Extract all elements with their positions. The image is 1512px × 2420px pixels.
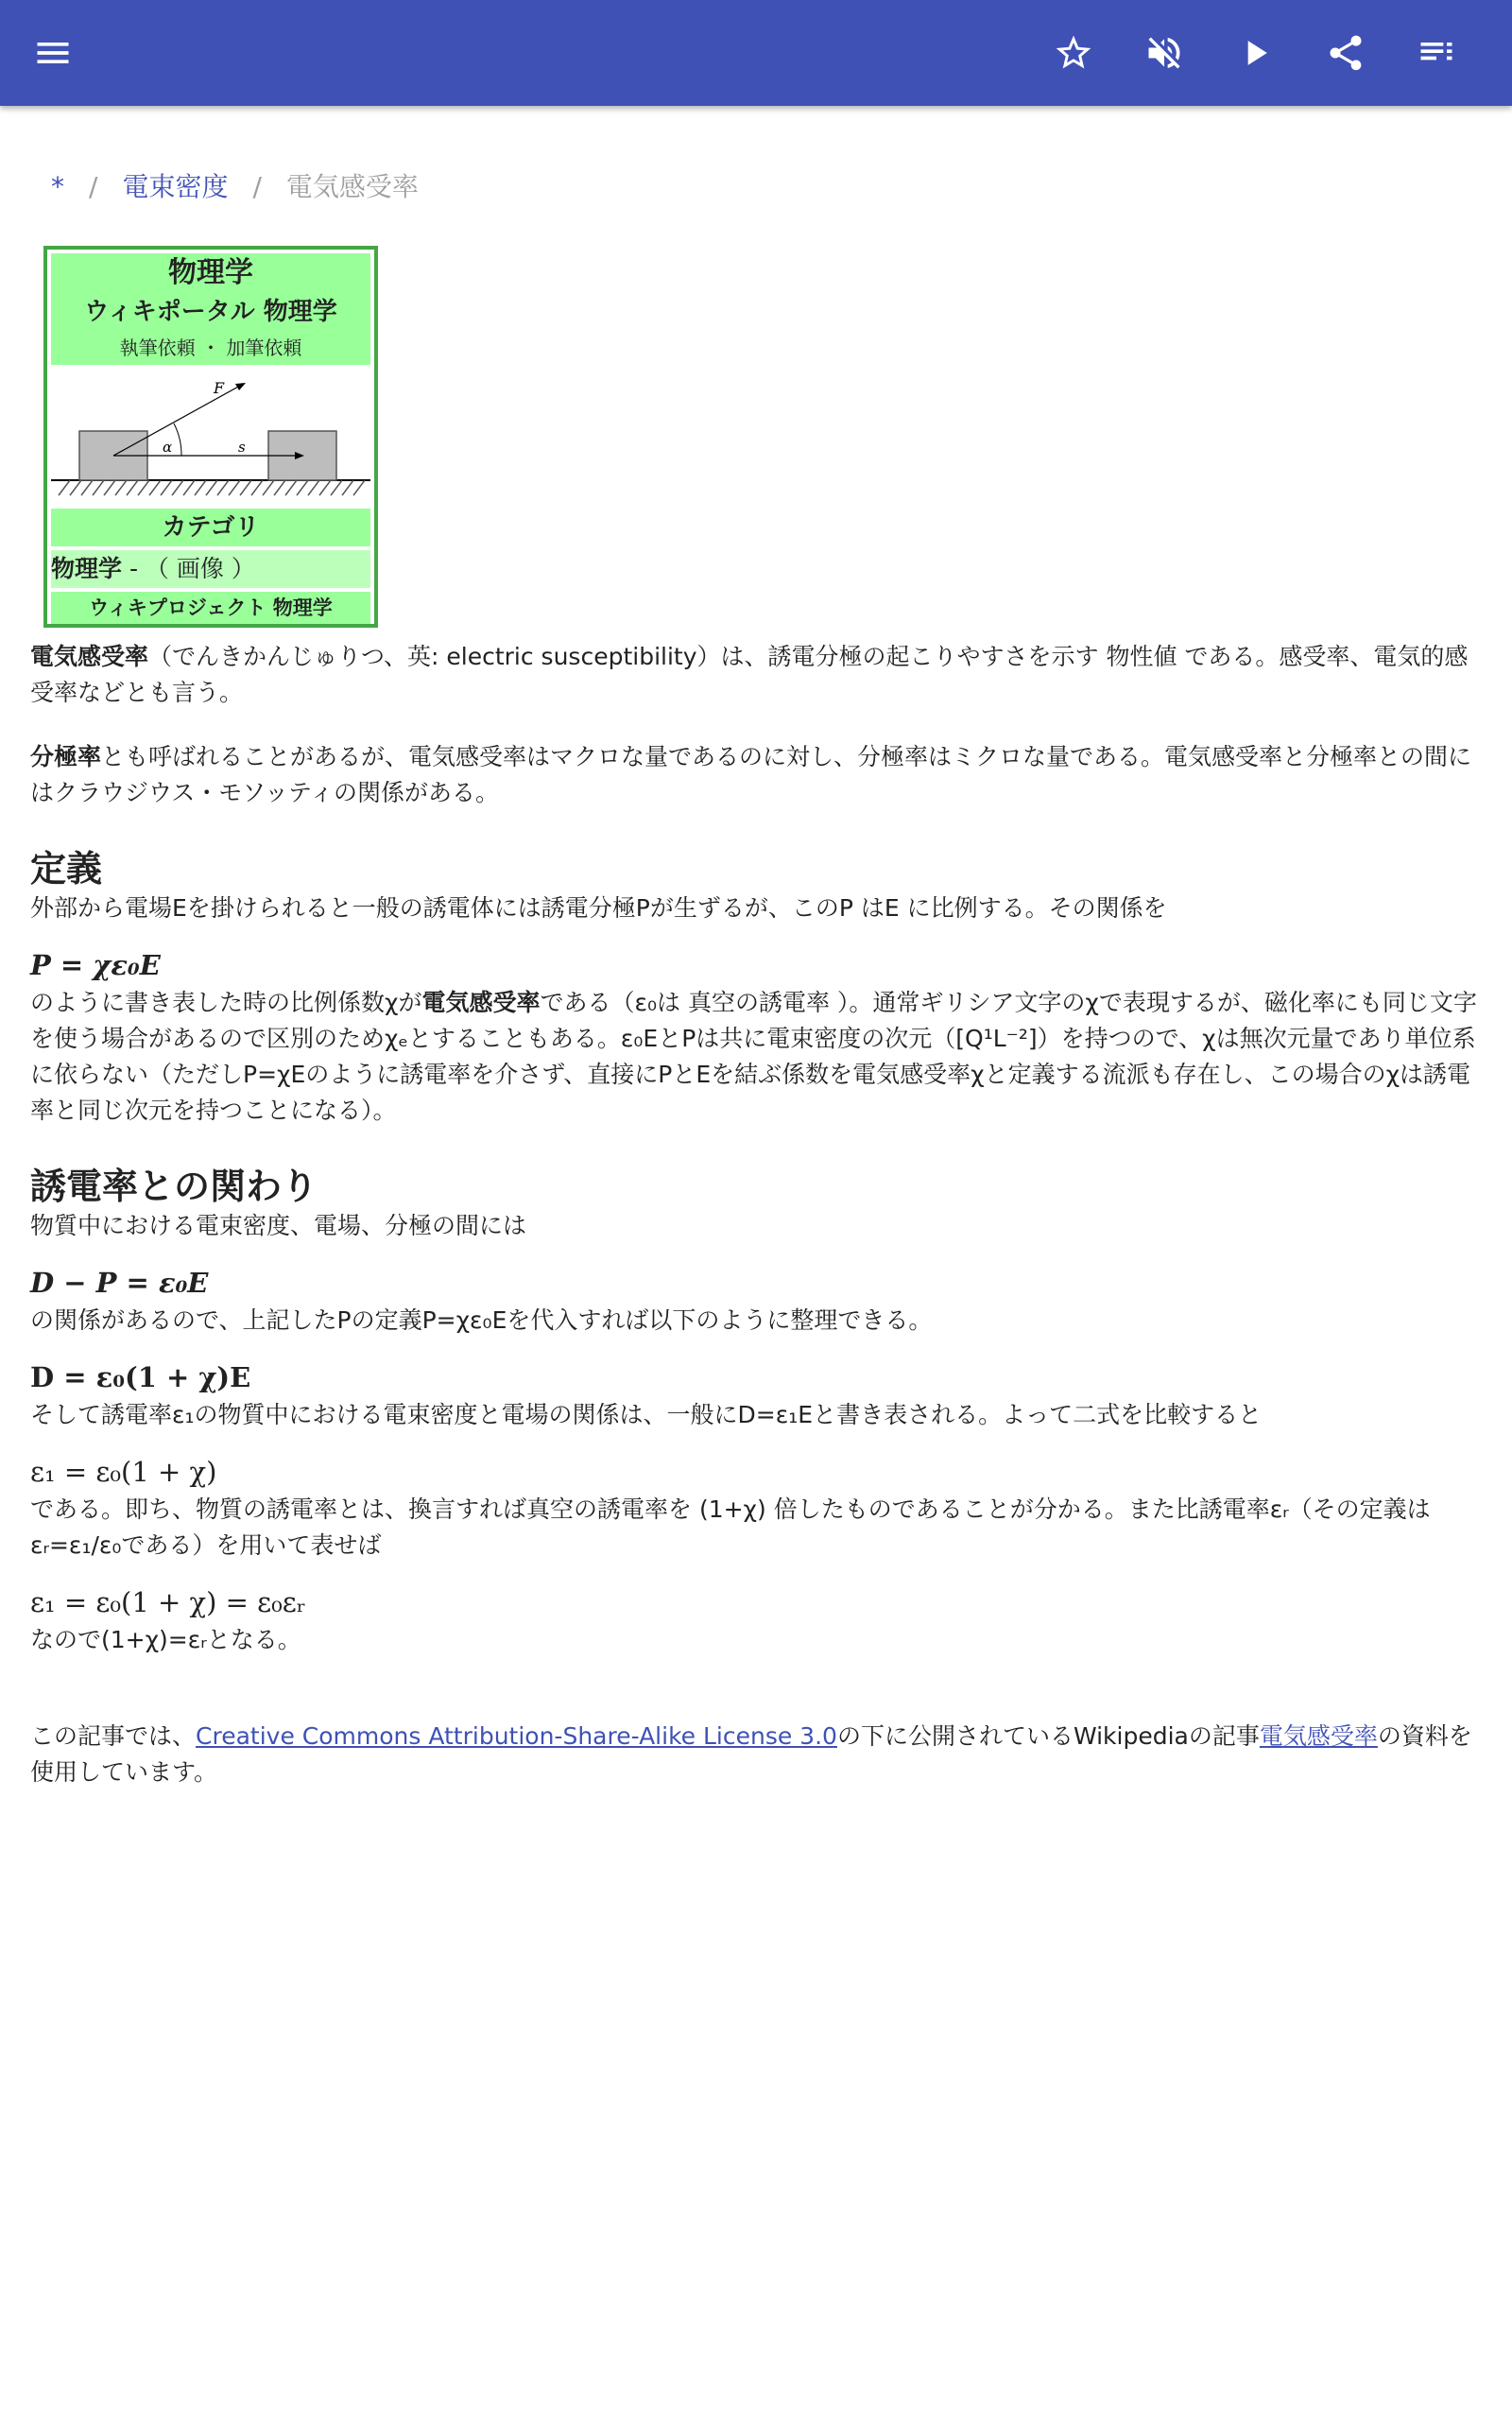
infobox-project-link[interactable]: ウィキプロジェクト 物理学 xyxy=(51,592,370,624)
definition-text: のように書き表した時の比例係数χが xyxy=(30,989,422,1016)
angle-label: α xyxy=(163,439,173,456)
license-text: この記事では、 xyxy=(30,1722,197,1750)
force-diagram-image[interactable] xyxy=(51,365,370,505)
article-body xyxy=(30,639,1486,1790)
breadcrumb-parent[interactable]: 電束密度 xyxy=(122,171,229,202)
play-icon[interactable] xyxy=(1227,25,1283,81)
license-notice xyxy=(30,1719,1486,1790)
license-text: の下に公開されているWikipediaの記事 xyxy=(836,1722,1260,1750)
intro-text: （でんきかんじゅりつ、英: electric susceptibility）は、誘電分極の起こりやすさを示す 物性値 である。感受率、電気的感受率などとも言う。 xyxy=(30,643,1469,706)
intro-text: とも呼ばれることがあるが、電気感受率はマクロな量であるのに対し、分極率はミクロな量である。電気感受率と分極率との間にはクラウジウス・モソッティの関係がある。 xyxy=(30,743,1472,806)
breadcrumb-current: 電気感受率 xyxy=(285,171,419,202)
infobox-category-header[interactable]: カテゴリ xyxy=(51,509,370,546)
volume-off-icon[interactable] xyxy=(1136,25,1193,81)
infobox-category-physics xyxy=(51,550,370,588)
definition-paragraph-2 xyxy=(30,985,1486,1129)
displacement-label: s xyxy=(238,439,246,456)
intro-paragraph-2 xyxy=(30,739,1486,811)
intro-paragraph-1 xyxy=(30,639,1486,711)
equation-4: ε₁ = ε₀(1 + χ) xyxy=(30,1456,217,1488)
app-bar xyxy=(0,0,1512,106)
relation-paragraph-5: なので(1+χ)=εᵣとなる。 xyxy=(30,1626,301,1653)
breadcrumb-separator: / xyxy=(89,171,98,202)
infobox-requests[interactable]: 執筆依頼 ・ 加筆依頼 xyxy=(51,331,370,365)
equation-3: D = ε₀(1 + χ)E xyxy=(30,1361,251,1393)
section-heading-definition: 定義 xyxy=(30,848,103,890)
breadcrumb-home[interactable]: * xyxy=(51,171,64,202)
breadcrumb-separator: / xyxy=(252,171,262,202)
section-heading-relation: 誘電率との関わり xyxy=(30,1166,318,1207)
share-icon[interactable] xyxy=(1317,25,1374,81)
category-image-link[interactable]: - （ 画像 ） xyxy=(122,555,255,582)
term-electric-susceptibility: 電気感受率 xyxy=(30,643,149,670)
term-polarizability: 分極率 xyxy=(30,743,102,770)
relation-paragraph-2: の関係があるので、上記したPの定義P=χε₀Eを代入すれば以下のように整理できる。 xyxy=(30,1306,933,1334)
source-article-link[interactable]: 電気感受率 xyxy=(1259,1722,1378,1750)
term-electric-susceptibility: 電気感受率 xyxy=(421,989,541,1016)
force-label: F xyxy=(214,379,225,397)
relation-paragraph-3: そして誘電率ε₁の物質中における電束密度と電場の関係は、一般にD=ε₁Eと書き表される。よって二式を比較すると xyxy=(30,1401,1263,1428)
infobox-portal-link[interactable]: ウィキポータル 物理学 xyxy=(51,293,370,331)
relation-paragraph-1: 物質中における電束密度、電場、分極の間には xyxy=(30,1212,527,1239)
star-icon[interactable] xyxy=(1045,25,1102,81)
breadcrumb xyxy=(51,166,419,204)
category-physics-link[interactable]: 物理学 xyxy=(51,555,123,582)
definition-text: である（ε₀は 真空の誘電率 ）。通常ギリシア文字のχで表現するが、磁化率にも同じ文字を使う場合があるので区別のためχₑとすることもある。ε₀EとPは共に電束密度の次元（[Q¹L⁻²]）を持つので、χは無次元量であり単位系に依らない（ただしP=χEのように誘電率を介さず、直接にPとEを結ぶ係数を電気感受率χと定義する流派も存在し、この場合のχは誘電率と同じ次元を持つことになる）。 xyxy=(30,989,1477,1124)
infobox-title[interactable]: 物理学 xyxy=(51,253,370,293)
force-diagram xyxy=(51,365,370,505)
menu-icon[interactable] xyxy=(25,25,81,81)
equation-2: D − P = ε₀E xyxy=(30,1267,209,1299)
playlist-icon[interactable] xyxy=(1408,25,1465,81)
equation-5: ε₁ = ε₀(1 + χ) = ε₀εᵣ xyxy=(30,1586,306,1618)
physics-portal-infobox xyxy=(43,246,378,628)
relation-paragraph-4: である。即ち、物質の誘電率とは、換言すれば真空の誘電率を (1+χ) 倍したものであることが分かる。また比誘電率εᵣ（その定義はεᵣ=ε₁/ε₀である）を用いて表せば xyxy=(30,1495,1431,1559)
license-link[interactable]: Creative Commons Attribution-Share-Alike License 3.0 xyxy=(196,1722,837,1750)
license-text: の資料を使用しています。 xyxy=(30,1722,1472,1786)
equation-1: P = χε₀E xyxy=(30,949,161,981)
definition-paragraph-1: 外部から電場Eを掛けられると一般の誘電体には誘電分極Pが生ずるが、このP はE に比例する。その関係を xyxy=(30,894,1167,922)
